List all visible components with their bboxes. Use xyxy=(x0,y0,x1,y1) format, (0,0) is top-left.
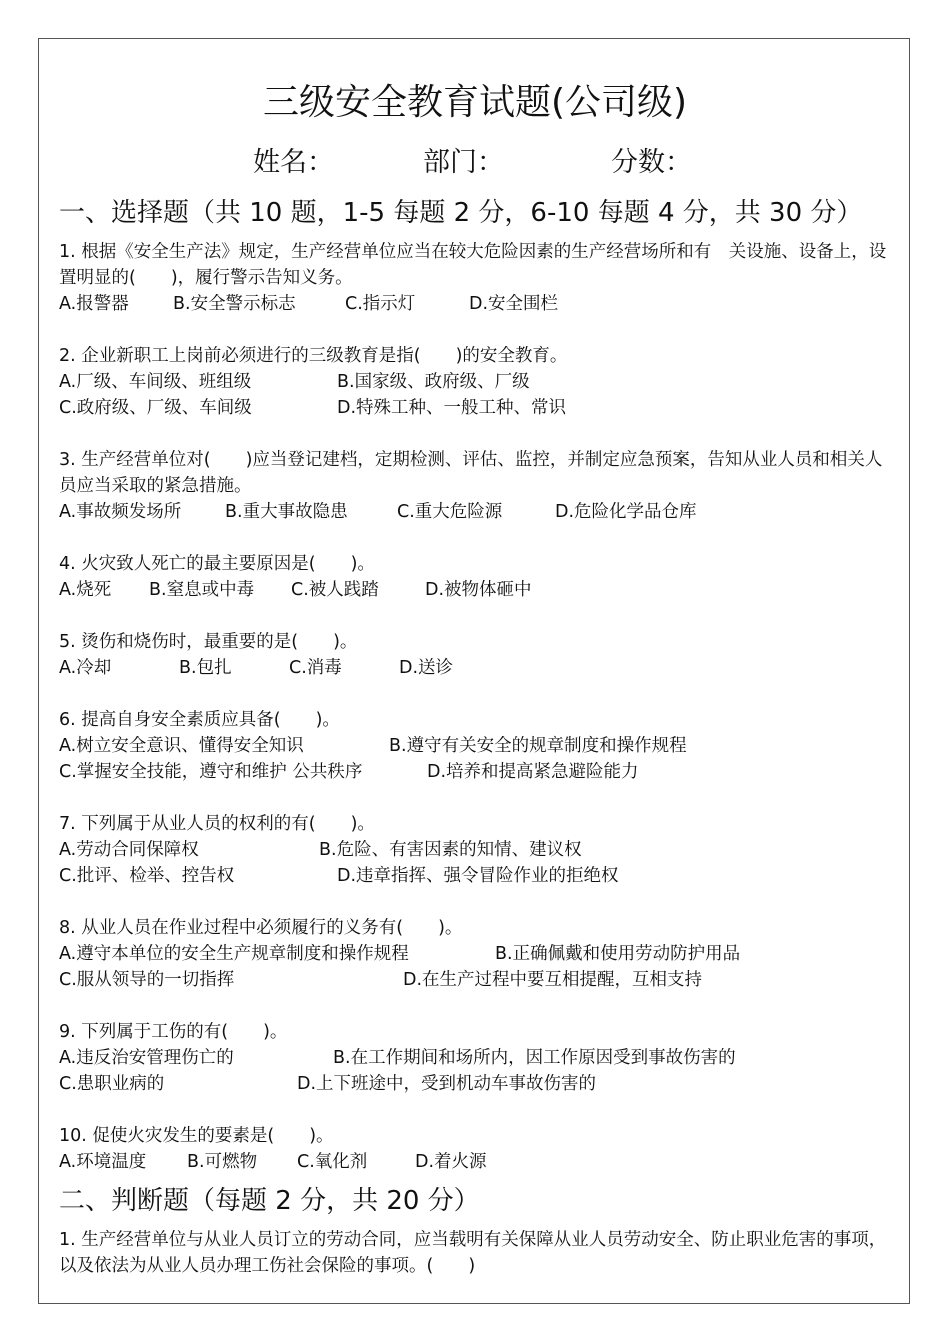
option-d: D.在生产过程中要互相提醒，互相支持 xyxy=(403,970,703,990)
question-text: 3. 生产经营单位对( )应当登记建档，定期检测、评估、监控，并制定应急预案，告知从业人员和相关人员应当采取的紧急措施。 xyxy=(59,450,883,496)
option-c: C.政府级、厂级、车间级 xyxy=(59,398,252,418)
option-c: C.指示灯 xyxy=(345,294,416,314)
option-c: C.消毒 xyxy=(289,658,342,678)
question-text: 8. 从业人员在作业过程中必须履行的义务有( )。 xyxy=(59,918,463,938)
option-a: A.冷却 xyxy=(59,658,112,678)
question-item xyxy=(59,551,895,603)
option-d: D.违章指挥、强令冒险作业的拒绝权 xyxy=(337,866,619,886)
option-d: D.上下班途中，受到机动车事故伤害的 xyxy=(297,1074,597,1094)
question-item xyxy=(59,707,895,785)
judgement-text: 1. 生产经营单位与从业人员订立的劳动合同，应当载明有关保障从业人员劳动安全、防止职业危害的事项，以及依法为从业人员办理工伤社会保险的事项。( ) xyxy=(59,1230,887,1276)
option-b: B.危险、有害因素的知情、建议权 xyxy=(319,840,582,860)
question-item xyxy=(59,447,895,525)
score-label: 分数： xyxy=(611,147,692,178)
option-c: C.患职业病的 xyxy=(59,1074,165,1094)
question-item xyxy=(59,343,895,421)
option-b: B.可燃物 xyxy=(187,1152,258,1172)
question-text: 1. 根据《安全生产法》规定，生产经营单位应当在较大危险因素的生产经营场所和有 关设施、设备上，设置明显的( )，履行警示告知义务。 xyxy=(59,242,887,288)
exam-title: 三级安全教育试题(公司级) xyxy=(262,82,688,123)
option-a: A.事故频发场所 xyxy=(59,502,182,522)
option-c: C.氧化剂 xyxy=(297,1152,368,1172)
option-d: D.被物体砸中 xyxy=(425,580,532,600)
option-a: A.环境温度 xyxy=(59,1152,147,1172)
question-text: 2. 企业新职工上岗前必须进行的三级教育是指( )的安全教育。 xyxy=(59,346,568,366)
department-label: 部门： xyxy=(423,147,504,178)
question-item xyxy=(59,915,895,993)
question-text: 10. 促使火灾发生的要素是( )。 xyxy=(59,1126,334,1146)
option-b: B.国家级、政府级、厂级 xyxy=(337,372,530,392)
option-d: D.安全围栏 xyxy=(469,294,559,314)
option-d: D.特殊工种、一般工种、常识 xyxy=(337,398,567,418)
option-a: A.厂级、车间级、班组级 xyxy=(59,372,252,392)
option-d: D.培养和提高紧急避险能力 xyxy=(427,762,639,782)
option-b: B.重大事故隐患 xyxy=(225,502,348,522)
option-b: B.包扎 xyxy=(179,658,232,678)
section-heading-judgement: 二、判断题（每题 2 分，共 20 分） xyxy=(59,1186,480,1216)
question-item xyxy=(59,629,895,681)
option-c: C.被人践踏 xyxy=(291,580,379,600)
option-b: B.安全警示标志 xyxy=(173,294,296,314)
section-heading-choice: 一、选择题（共 10 题，1-5 每题 2 分，6-10 每题 4 分，共 30 分） xyxy=(59,198,863,228)
question-item xyxy=(59,239,895,317)
option-c: C.服从领导的一切指挥 xyxy=(59,970,235,990)
name-label: 姓名： xyxy=(253,147,334,178)
question-item xyxy=(59,811,895,889)
judgement-item xyxy=(59,1227,895,1279)
question-text: 7. 下列属于从业人员的权利的有( )。 xyxy=(59,814,375,834)
option-b: B.在工作期间和场所内，因工作原因受到事故伤害的 xyxy=(333,1048,736,1068)
option-c: C.批评、检举、控告权 xyxy=(59,866,235,886)
option-d: D.着火源 xyxy=(415,1152,487,1172)
option-a: A.劳动合同保障权 xyxy=(59,840,199,860)
option-a: A.树立安全意识、懂得安全知识 xyxy=(59,736,304,756)
option-b: B.遵守有关安全的规章制度和操作规程 xyxy=(389,736,687,756)
question-text: 9. 下列属于工伤的有( )。 xyxy=(59,1022,288,1042)
question-item xyxy=(59,1123,895,1175)
question-text: 6. 提高自身安全素质应具备( )。 xyxy=(59,710,340,730)
option-c: C.掌握安全技能，遵守和维护 公共秩序 xyxy=(59,762,363,782)
option-a: A.烧死 xyxy=(59,580,112,600)
question-text: 4. 火灾致人死亡的最主要原因是( )。 xyxy=(59,554,375,574)
option-b: B.窒息或中毒 xyxy=(149,580,255,600)
option-d: D.危险化学品仓库 xyxy=(555,502,697,522)
option-a: A.遵守本单位的安全生产规章制度和操作规程 xyxy=(59,944,409,964)
option-c: C.重大危险源 xyxy=(397,502,503,522)
question-item xyxy=(59,1019,895,1097)
option-b: B.正确佩戴和使用劳动防护用品 xyxy=(495,944,741,964)
option-a: A.报警器 xyxy=(59,294,129,314)
exam-page xyxy=(38,38,910,1304)
question-text: 5. 烫伤和烧伤时，最重要的是( )。 xyxy=(59,632,358,652)
option-d: D.送诊 xyxy=(399,658,454,678)
option-a: A.违反治安管理伤亡的 xyxy=(59,1048,234,1068)
